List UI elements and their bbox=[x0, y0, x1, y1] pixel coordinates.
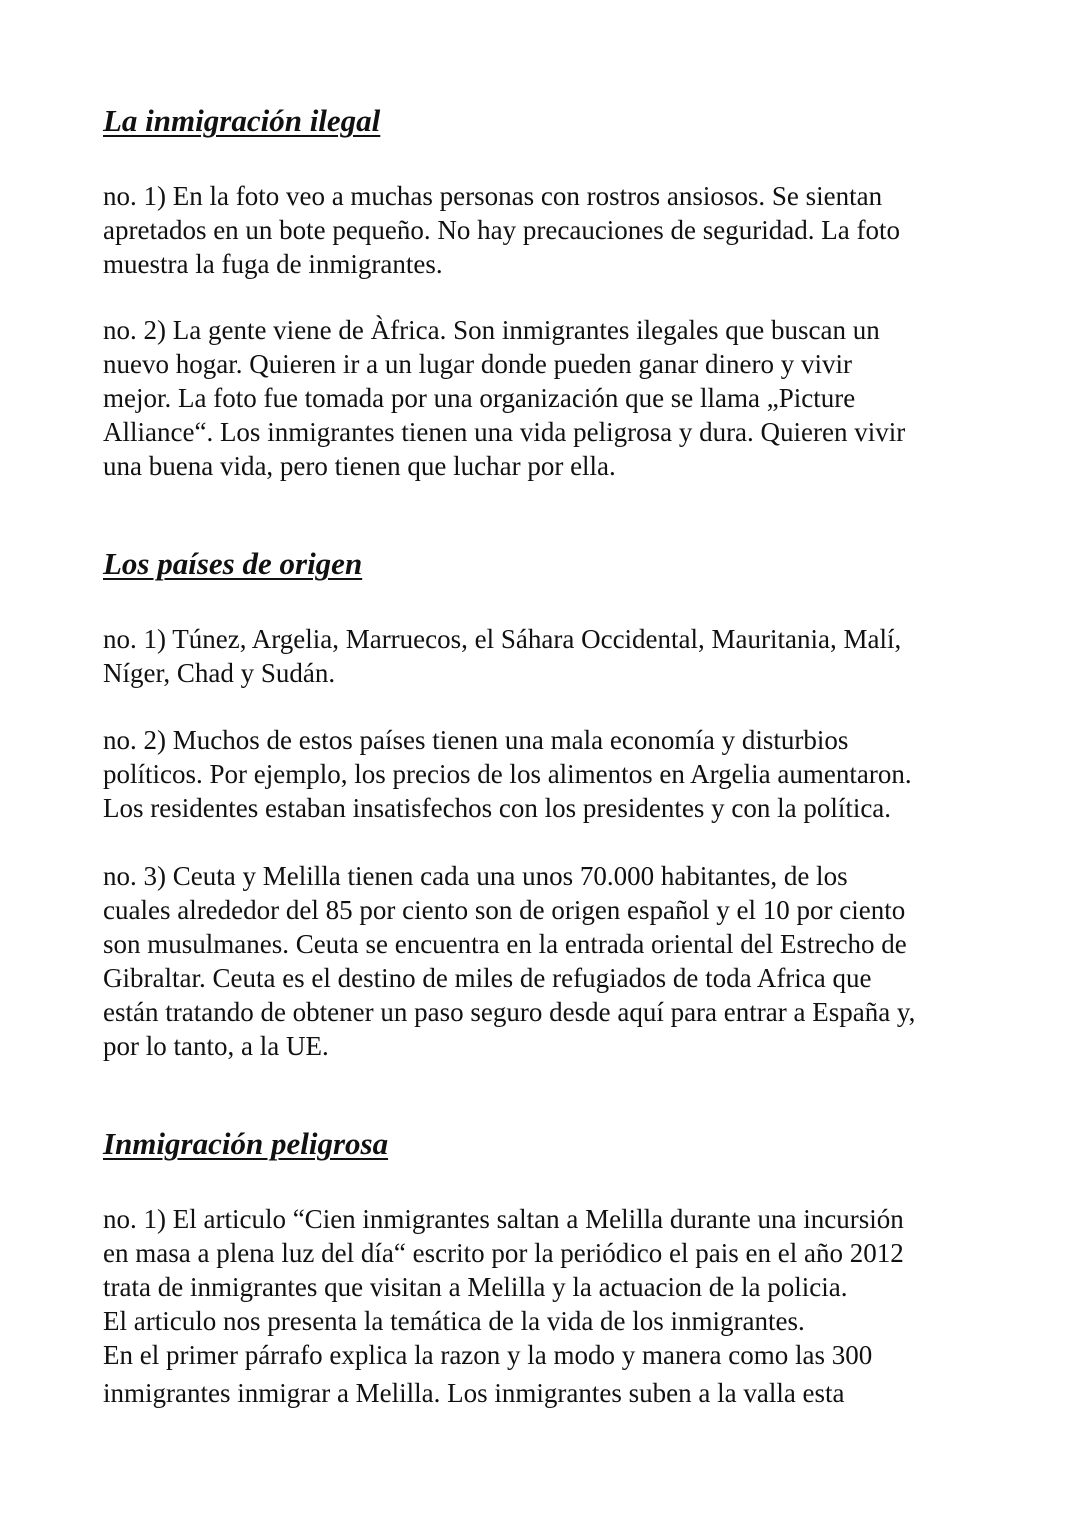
text-line: no. 1) En la foto veo a muchas personas con rostros ansiosos. Se sientan bbox=[103, 181, 883, 211]
paragraph-ilegal-no2 bbox=[103, 313, 905, 483]
paragraph-origen-no1 bbox=[103, 622, 901, 690]
paragraph-ilegal-no1 bbox=[103, 179, 900, 281]
section-heading-paises-de-origen: Los países de origen bbox=[103, 546, 363, 581]
text-line: están tratando de obtener un paso seguro desde aquí para entrar a España y, bbox=[103, 997, 916, 1027]
text-line: no. 3) Ceuta y Melilla tienen cada una unos 70.000 habitantes, de los bbox=[103, 861, 848, 891]
text-line: muestra la fuga de inmigrantes. bbox=[103, 249, 443, 279]
text-line: cuales alrededor del 85 por ciento son de origen español y el 10 por ciento bbox=[103, 895, 906, 925]
text-line: no. 1) Túnez, Argelia, Marruecos, el Sáhara Occidental, Mauritania, Malí, bbox=[103, 624, 902, 654]
text-line: no. 1) El articulo “Cien inmigrantes saltan a Melilla durante una incursión bbox=[103, 1204, 904, 1234]
text-line: políticos. Por ejemplo, los precios de los alimentos en Argelia aumentaron. bbox=[103, 759, 912, 789]
text-line: no. 2) Muchos de estos países tienen una mala economía y disturbios bbox=[103, 725, 849, 755]
text-line: inmigrantes inmigrar a Melilla. Los inmigrantes suben a la valla esta bbox=[103, 1378, 845, 1408]
text-line: Gibraltar. Ceuta es el destino de miles de refugiados de toda Africa que bbox=[103, 963, 872, 993]
text-line: Los residentes estaban insatisfechos con los presidentes y con la política. bbox=[103, 793, 892, 823]
text-line: son musulmanes. Ceuta se encuentra en la entrada oriental del Estrecho de bbox=[103, 929, 907, 959]
text-line: apretados en un bote pequeño. No hay precauciones de seguridad. La foto bbox=[103, 215, 900, 245]
text-line: nuevo hogar. Quieren ir a un lugar donde pueden ganar dinero y vivir bbox=[103, 349, 853, 379]
paragraph-origen-no2 bbox=[103, 723, 912, 825]
text-line: En el primer párrafo explica la razon y la modo y manera como las 300 bbox=[103, 1340, 873, 1370]
text-line: no. 2) La gente viene de Àfrica. Son inmigrantes ilegales que buscan un bbox=[103, 315, 880, 345]
section-heading-inmigracion-ilegal: La inmigración ilegal bbox=[103, 103, 381, 138]
paragraph-origen-no3 bbox=[103, 859, 915, 1063]
text-line: una buena vida, pero tienen que luchar por ella. bbox=[103, 451, 616, 481]
text-line: en masa a plena luz del día“ escrito por la periódico el pais en el año 2012 bbox=[103, 1238, 904, 1268]
text-line: por lo tanto, a la UE. bbox=[103, 1031, 329, 1061]
text-line: mejor. La foto fue tomada por una organización que se llama „Picture bbox=[103, 383, 856, 413]
text-line: El articulo nos presenta la temática de la vida de los inmigrantes. bbox=[103, 1306, 805, 1336]
text-line: Alliance“. Los inmigrantes tienen una vida peligrosa y dura. Quieren vivir bbox=[103, 417, 906, 447]
section-heading-inmigracion-peligrosa: Inmigración peligrosa bbox=[103, 1126, 389, 1161]
paragraph-peligrosa-no1 bbox=[103, 1202, 904, 1410]
text-line: Níger, Chad y Sudán. bbox=[103, 658, 336, 688]
text-line: trata de inmigrantes que visitan a Melilla y la actuacion de la policia. bbox=[103, 1272, 848, 1302]
